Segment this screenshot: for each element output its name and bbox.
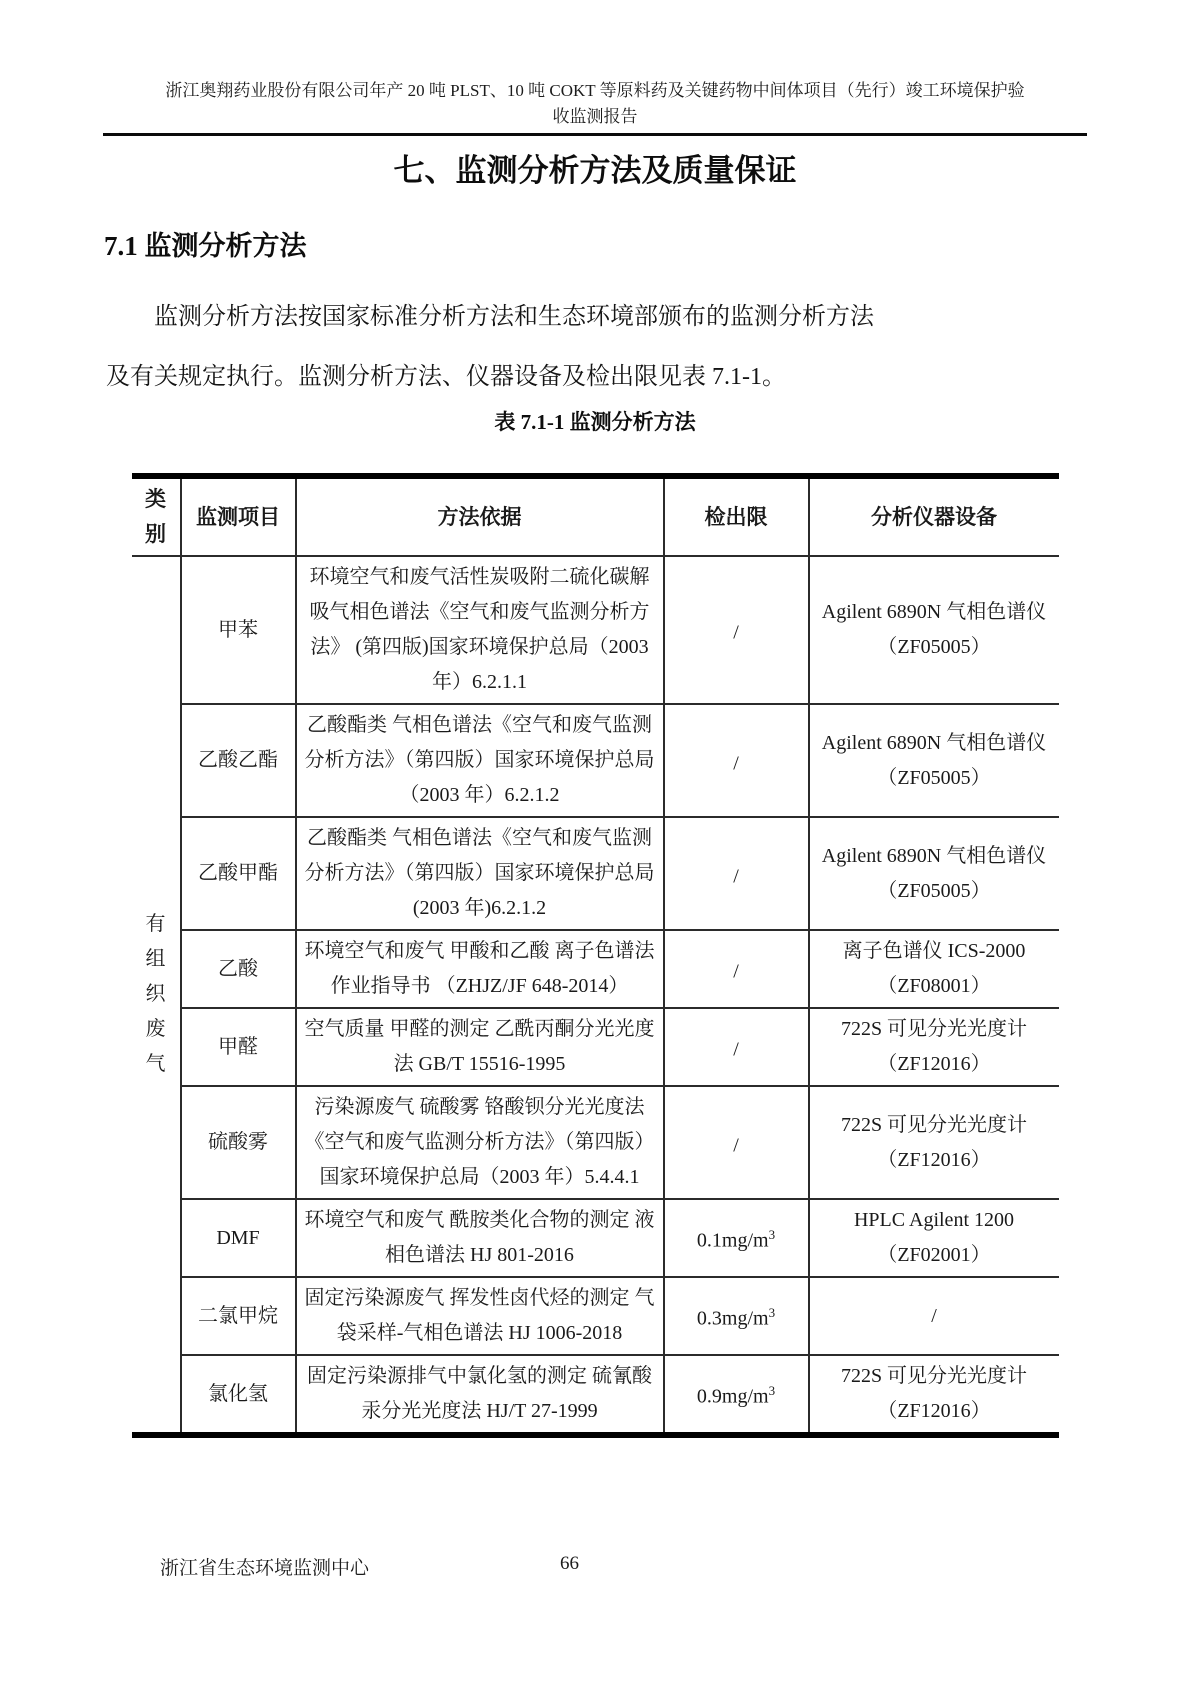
limit-cell: [664, 930, 809, 1008]
header-line-1: 浙江奥翔药业股份有限公司年产 20 吨 PLST、10 吨 COKT 等原料药及关键药物中间体项目（先行）竣工环境保护验: [165, 81, 1025, 100]
section-heading: 7.1 监测分析方法: [104, 231, 307, 261]
instrument-cell: Agilent 6890N 气相色谱仪（ZF05005）: [809, 704, 1059, 817]
instrument-cell: 722S 可见分光光度计（ZF12016）: [809, 1086, 1059, 1199]
instrument-cell: Agilent 6890N 气相色谱仪（ZF05005）: [809, 556, 1059, 704]
limit-exponent: 3: [768, 1227, 776, 1243]
limit-value: /: [733, 752, 739, 775]
limit-cell: [664, 1199, 809, 1277]
limit-cell: [664, 1008, 809, 1086]
column-header-item: 监测项目: [181, 476, 296, 556]
page-number: 66: [560, 1553, 579, 1574]
limit-cell: [664, 1355, 809, 1435]
category-cell: 有组织废气: [132, 556, 181, 1435]
instrument-cell: HPLC Agilent 1200（ZF02001）: [809, 1199, 1059, 1277]
item-cell: 硫酸雾: [181, 1086, 296, 1199]
method-cell: 污染源废气 硫酸雾 铬酸钡分光光度法《空气和废气监测分析方法》（第四版）国家环境保护总局（2003 年）5.4.4.1: [296, 1086, 664, 1199]
method-cell: 环境空气和废气 甲酸和乙酸 离子色谱法 作业指导书 （ZHJZ/JF 648-2014）: [296, 930, 664, 1008]
table-header-row: [132, 476, 1059, 556]
limit-value: /: [733, 1134, 739, 1157]
limit-value: 0.1mg/m: [696, 1229, 769, 1252]
method-cell: 环境空气和废气活性炭吸附二硫化碳解吸气相色谱法《空气和废气监测分析方法》 (第四版)国家环境保护总局（2003 年）6.2.1.1: [296, 556, 664, 704]
limit-value: /: [733, 621, 739, 644]
item-cell: 甲苯: [181, 556, 296, 704]
item-cell: 乙酸: [181, 930, 296, 1008]
limit-value: /: [733, 865, 739, 888]
item-cell: 二氯甲烷: [181, 1277, 296, 1355]
page-footer: [0, 1553, 1190, 1583]
limit-exponent: 3: [768, 1305, 776, 1321]
table-row: [132, 704, 1059, 817]
table-caption: 表 7.1-1 监测分析方法: [494, 410, 696, 434]
header-line-2: 收监测报告: [552, 107, 638, 126]
table-row: [132, 1086, 1059, 1199]
item-cell: 甲醛: [181, 1008, 296, 1086]
monitoring-methods-table: [132, 473, 1059, 1438]
instrument-cell: 离子色谱仪 ICS-2000（ZF08001）: [809, 930, 1059, 1008]
column-header-instrument: 分析仪器设备: [809, 476, 1059, 556]
method-cell: 空气质量 甲醛的测定 乙酰丙酮分光光度法 GB/T 15516-1995: [296, 1008, 664, 1086]
table-row: [132, 817, 1059, 930]
item-cell: 乙酸甲酯: [181, 817, 296, 930]
limit-cell: [664, 704, 809, 817]
table-row: [132, 1355, 1059, 1435]
instrument-cell: 722S 可见分光光度计（ZF12016）: [809, 1355, 1059, 1435]
header-rule: [103, 133, 1087, 136]
column-header-limit: 检出限: [664, 476, 809, 556]
footer-organization: 浙江省生态环境监测中心: [160, 1558, 370, 1579]
column-header-method: 方法依据: [296, 476, 664, 556]
instrument-cell: Agilent 6890N 气相色谱仪（ZF05005）: [809, 817, 1059, 930]
method-cell: 固定污染源排气中氯化氢的测定 硫氰酸汞分光光度法 HJ/T 27-1999: [296, 1355, 664, 1435]
column-header-category: 类别: [132, 476, 181, 556]
table-row: [132, 556, 1059, 704]
instrument-cell: 722S 可见分光光度计（ZF12016）: [809, 1008, 1059, 1086]
limit-value: 0.9mg/m: [696, 1385, 769, 1408]
item-cell: 乙酸乙酯: [181, 704, 296, 817]
table-row: [132, 1199, 1059, 1277]
page-header: [90, 0, 1100, 130]
item-cell: DMF: [181, 1199, 296, 1277]
limit-cell: [664, 556, 809, 704]
method-cell: 环境空气和废气 酰胺类化合物的测定 液相色谱法 HJ 801-2016: [296, 1199, 664, 1277]
limit-cell: [664, 1277, 809, 1355]
limit-value: /: [733, 960, 739, 983]
limit-value: /: [733, 1038, 739, 1061]
table-row: [132, 930, 1059, 1008]
instrument-cell: /: [809, 1277, 1059, 1355]
limit-value: 0.3mg/m: [696, 1307, 769, 1330]
limit-exponent: 3: [768, 1383, 776, 1399]
item-cell: 氯化氢: [181, 1355, 296, 1435]
body-paragraph: 监测分析方法按国家标准分析方法和生态环境部颁布的监测分析方法及有关规定执行。监测分析方法、仪器设备及检出限见表 7.1-1。: [106, 304, 874, 390]
method-cell: 固定污染源废气 挥发性卤代烃的测定 气袋采样-气相色谱法 HJ 1006-2018: [296, 1277, 664, 1355]
table-row: [132, 1277, 1059, 1355]
method-cell: 乙酸酯类 气相色谱法《空气和废气监测分析方法》（第四版）国家环境保护总局（2003 年）6.2.1.2: [296, 704, 664, 817]
method-cell: 乙酸酯类 气相色谱法《空气和废气监测分析方法》（第四版）国家环境保护总局(2003 年)6.2.1.2: [296, 817, 664, 930]
limit-cell: [664, 817, 809, 930]
limit-cell: [664, 1086, 809, 1199]
chapter-title: 七、监测分析方法及质量保证: [393, 153, 797, 188]
table-row: [132, 1008, 1059, 1086]
